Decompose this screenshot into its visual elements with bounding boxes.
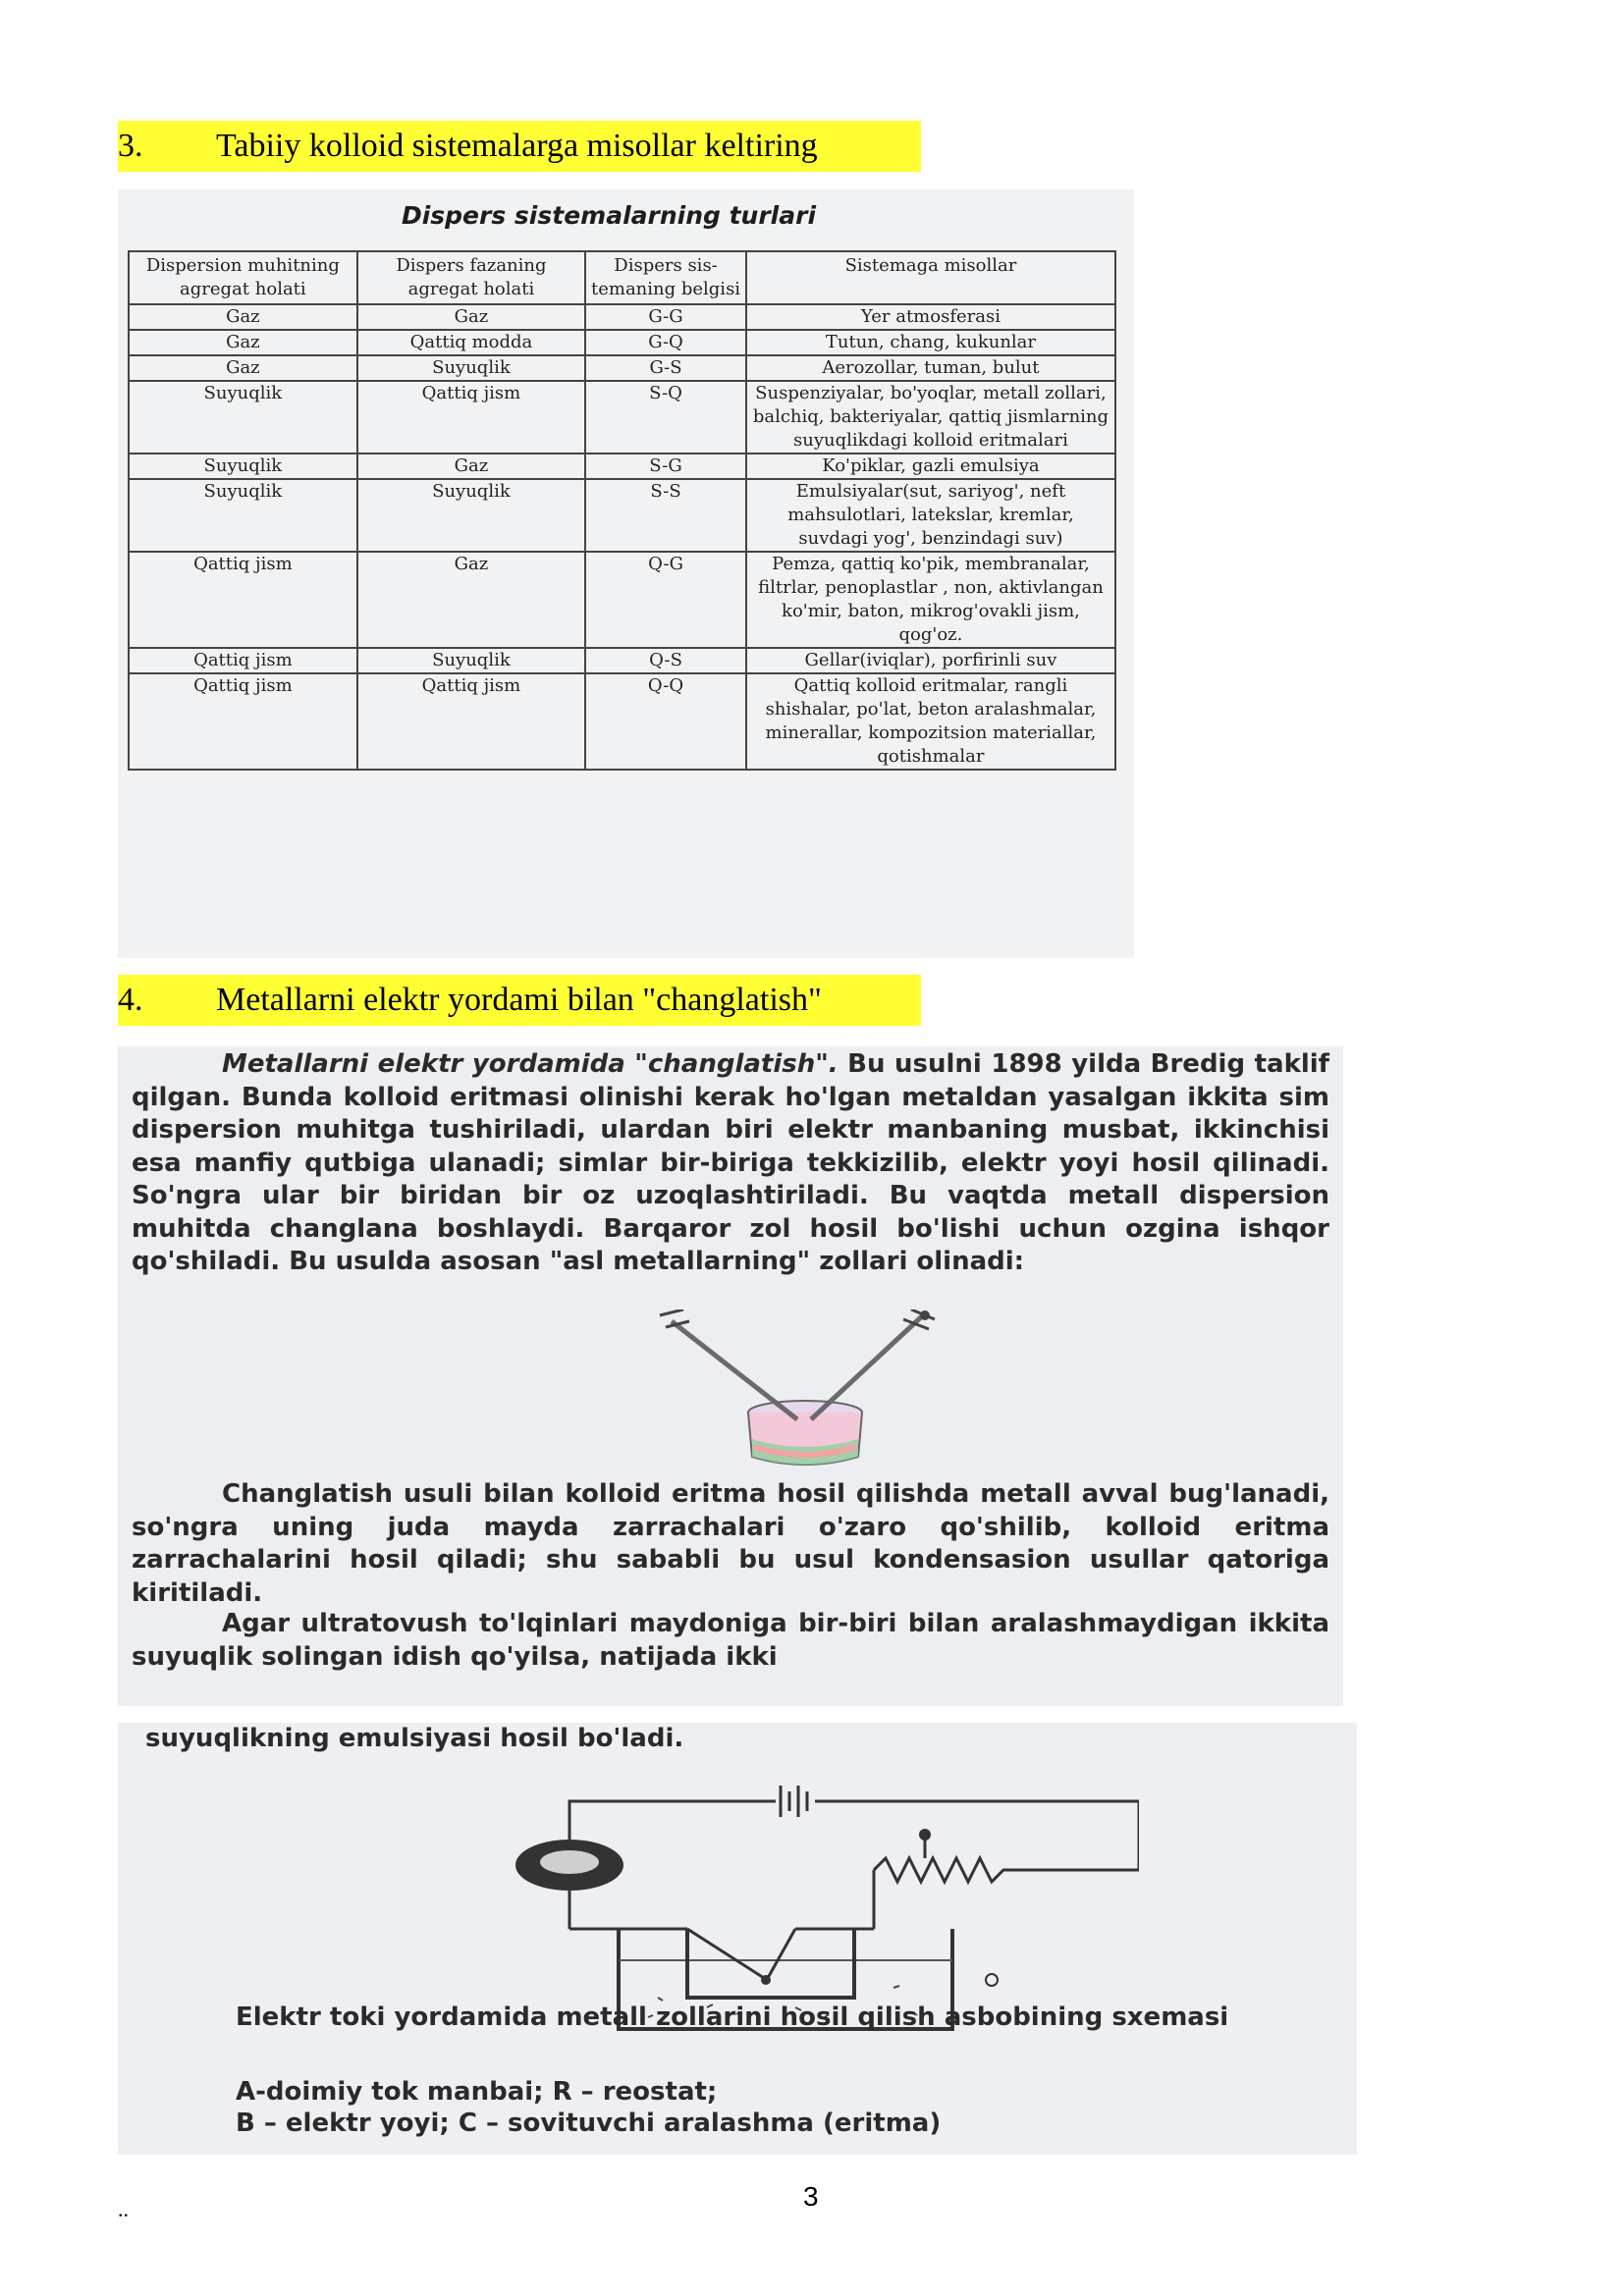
table-cell: Gellar(iviqlar), porfirinli suv [746,648,1115,673]
table-cell: Suyuqlik [129,479,357,552]
table-cell: Gaz [357,454,585,479]
text-span-bold: ultratovush to'lqinlari [300,1609,619,1638]
table-cell: Yer atmosferasi [746,304,1115,330]
paragraph-emulsion: suyuqlikning emulsiyasi hosil bo'ladi. [145,1724,684,1753]
bredig-arc-figure [609,1309,982,1476]
heading-number: 3. [118,128,143,164]
table-cell: Gaz [129,355,357,381]
paragraph-body: Bu usulni 1898 yilda Bredig taklif qilgan. Bunda kolloid eritmasi olinishi kerak ho'lgan metaldan yasalgan ikkita sim dispersion muhitga tushiriladi, ulardan biri elektr manbaning musbat, ikkinchisi esa manfiy qutbiga ulanadi; simlar bir-biriga tekkizilib, elektr yoyi hosil qilinadi. So'ngra ular bir biridan bir oz uzoqlashtiriladi. Bu vaqtda metall dispersion muhitda changlana boshlaydi. Barqaror zol hosil bo'lishi uchun ozgina ishqor qo'shiladi. Bu usulda asosan "asl metallarning" zollari olinadi: [132,1049,1329,1276]
table-cell: Suyuqlik [357,479,585,552]
table-row [129,381,1115,454]
table-cell: Gaz [129,330,357,355]
table-row [129,552,1115,648]
footer-marker: .. [118,2197,129,2221]
table-cell: Gaz [129,304,357,330]
heading-text: Metallarni elektr yordami bilan "changlatish" [216,982,822,1018]
table-cell: Aerozollar, tuman, bulut [746,355,1115,381]
heading-number: 4. [118,982,143,1018]
table-row [129,355,1115,381]
table-cell: Q-Q [585,673,746,770]
text-span: maydoniga bir-biri bilan aralashmaydigan ikkita suyuqlik solingan idish qo'yilsa, natijada ikki [132,1609,1329,1672]
paragraph-bredig-method [132,1048,1329,1279]
dispersion-table-scan [118,189,1134,958]
table-cell: Qattiq jism [129,552,357,648]
figure-legend-line: B – elektr yoyi; C – sovituvchi aralashma (eritma) [236,2109,942,2138]
table-cell: Qattiq kolloid eritmalar, rangli shishalar, po'lat, beton aralashmalar, minerallar, kompozitsion materiallar, qotishmalar [746,673,1115,770]
table-row [129,330,1115,355]
table-cell: G-G [585,304,746,330]
dispersion-table [128,250,1116,771]
table-row [129,673,1115,770]
table-cell: Gaz [357,552,585,648]
table-cell: Qattiq jism [357,381,585,454]
table-cell: Suyuqlik [357,355,585,381]
section-heading-4 [118,975,921,1026]
changlatish-text-scan [118,1046,1343,1706]
table-cell: S-G [585,454,746,479]
table-cell: G-S [585,355,746,381]
table-cell: Pemza, qattiq ko'pik, membranalar, filtrlar, penoplastlar , non, aktivlangan ko'mir, baton, mikrog'ovakli jism, qog'oz. [746,552,1115,648]
table-cell: Q-G [585,552,746,648]
table-cell: Tutun, chang, kukunlar [746,330,1115,355]
column-header: Dispers fazaning agregat holati [357,251,585,304]
heading-text: Tabiiy kolloid sistemalarga misollar keltiring [216,128,818,164]
table-cell: Qattiq jism [129,673,357,770]
paragraph-lead: Metallarni elektr yordamida "changlatish". [222,1049,839,1079]
table-row [129,479,1115,552]
paragraph-ultrasound [132,1608,1329,1674]
table-cell: Suyuqlik [129,381,357,454]
table-cell: Suyuqlik [129,454,357,479]
electric-arc-apparatus-diagram [501,1772,1139,2037]
table-cell: Suspenziyalar, bo'yoqlar, metall zollari, balchiq, bakteriyalar, qattiq jismlarning suyuqlikdagi kolloid eritmalari [746,381,1115,454]
column-header: Dispers sis-temaning belgisi [585,251,746,304]
table-cell: Qattiq jism [129,648,357,673]
table-row [129,304,1115,330]
figure-legend-line: A-doimiy tok manbai; R – reostat; [236,2077,718,2107]
table-cell: S-S [585,479,746,552]
table-cell: Qattiq jism [357,673,585,770]
table-cell: S-Q [585,381,746,454]
table-cell: Q-S [585,648,746,673]
table-header-row [129,251,1115,304]
text-span: Agar [222,1609,301,1638]
page-number: 3 [803,2181,819,2212]
table-cell: Ko'piklar, gazli emulsiya [746,454,1115,479]
figure-caption: Elektr toki yordamida metall zollarini hosil qilish asbobining sxemasi [236,2002,1229,2032]
table-row [129,648,1115,673]
table-row [129,454,1115,479]
table-title: Dispers sistemalarning turlari [401,201,817,230]
paragraph-condensation: Changlatish usuli bilan kolloid eritma hosil qilishda metall avval bug'lanadi, so'ngra uning juda mayda zarrachalari o'zaro qo'shilib, kolloid eritma zarrachalarini hosil qiladi; shu sababli bu usul kondensasion usullar qatoriga kiritiladi. [132,1479,1329,1608]
section-heading-3 [118,121,921,172]
apparatus-scan [118,1723,1357,2155]
table-cell: Emulsiyalar(sut, sariyog', neft mahsulotlari, latekslar, kremlar, suvdagi yog', benzindagi suv) [746,479,1115,552]
table-cell: Suyuqlik [357,648,585,673]
table-cell: G-Q [585,330,746,355]
column-header: Sistemaga misollar [746,251,1115,304]
table-cell: Qattiq modda [357,330,585,355]
table-cell: Gaz [357,304,585,330]
column-header: Dispersion muhitning agregat holati [129,251,357,304]
